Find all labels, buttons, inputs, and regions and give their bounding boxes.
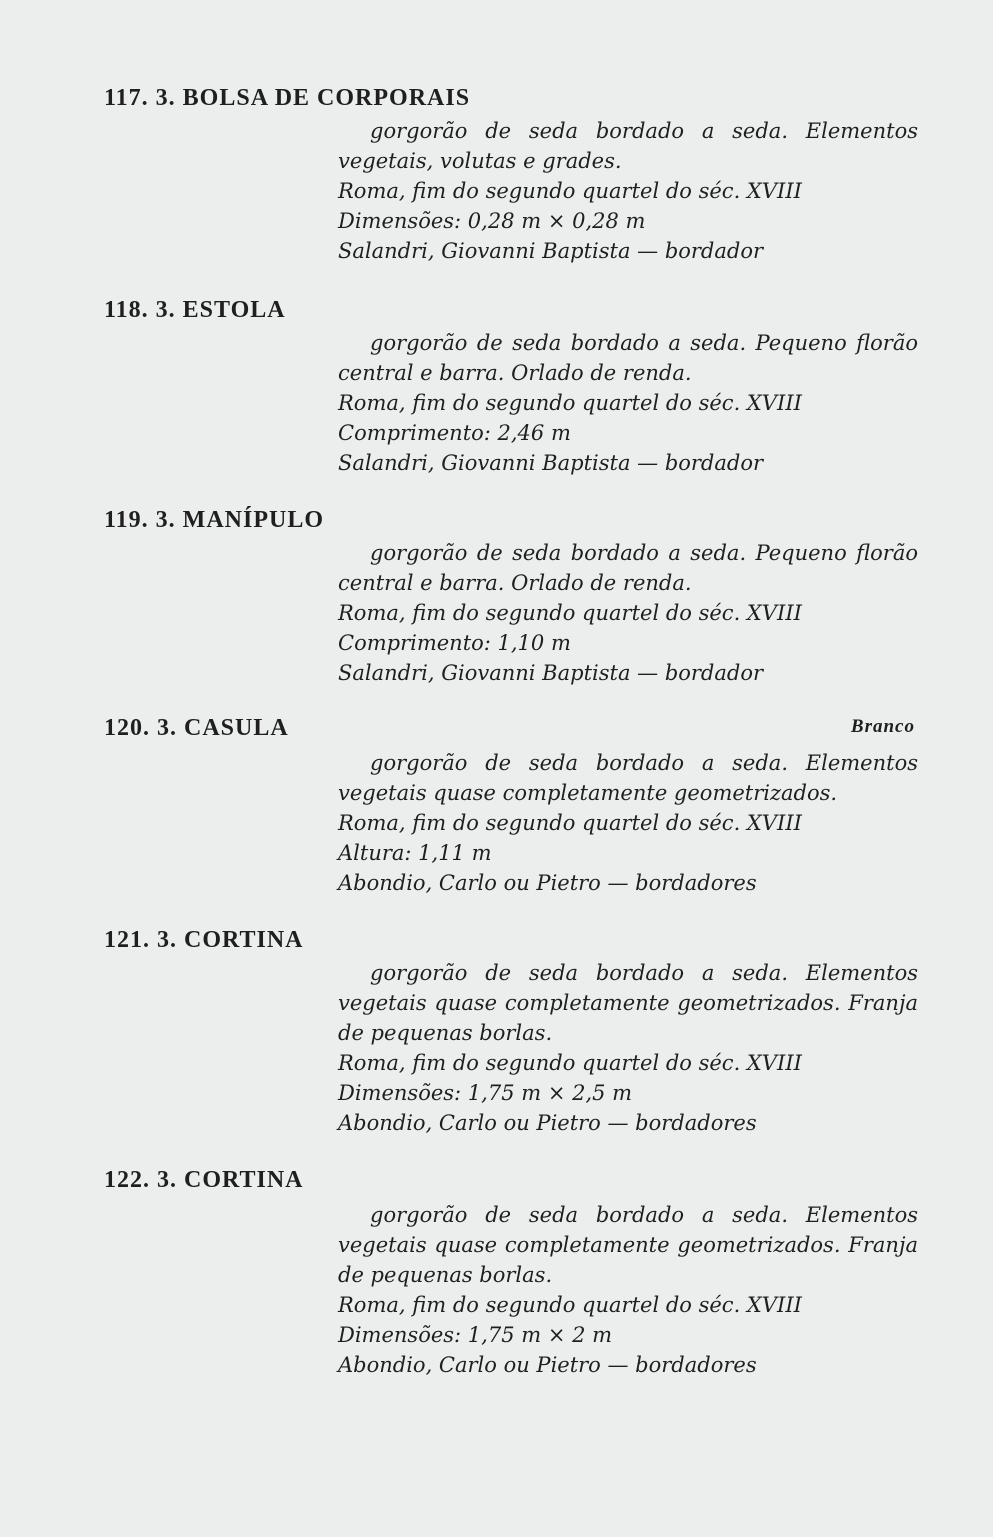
entry-maker: Salandri, Giovanni Baptista — bordador bbox=[338, 661, 764, 685]
entry-heading: 121. 3. CORTINA bbox=[104, 927, 304, 953]
entry-maker: Abondio, Carlo ou Pietro — bordadores bbox=[338, 1353, 757, 1377]
entry-details bbox=[338, 1200, 918, 1380]
entry-heading: 120. 3. CASULA bbox=[104, 715, 289, 741]
entry-measure: Altura: 1,11 m bbox=[338, 841, 492, 865]
entry-heading: 119. 3. MANÍPULO bbox=[104, 507, 324, 533]
entry-maker: Abondio, Carlo ou Pietro — bordadores bbox=[338, 871, 757, 895]
entry-heading: 117. 3. BOLSA DE CORPORAIS bbox=[104, 85, 471, 111]
entry-origin: Roma, fim do segundo quartel do séc. XVIII bbox=[338, 179, 802, 203]
entry-maker: Salandri, Giovanni Baptista — bordador bbox=[338, 451, 764, 475]
entry-details bbox=[338, 328, 918, 478]
entry-description: gorgorão de seda bordado a seda. Elementos vegetais quase completamente geometrizados. Franja de pequenas borlas. bbox=[338, 961, 918, 1045]
entry-details bbox=[338, 748, 918, 898]
entry-details bbox=[338, 116, 918, 266]
entry-description: gorgorão de seda bordado a seda. Elementos vegetais, volutas e grades. bbox=[338, 119, 918, 173]
entry-maker: Salandri, Giovanni Baptista — bordador bbox=[338, 239, 764, 263]
entry-measure: Dimensões: 1,75 m × 2 m bbox=[338, 1323, 613, 1347]
entry-measure: Comprimento: 1,10 m bbox=[338, 631, 571, 655]
entry-origin: Roma, fim do segundo quartel do séc. XVIII bbox=[338, 1051, 802, 1075]
entry-description: gorgorão de seda bordado a seda. Elementos vegetais quase completamente geometrizados. Franja de pequenas borlas. bbox=[338, 1203, 918, 1287]
entry-origin: Roma, fim do segundo quartel do séc. XVIII bbox=[338, 391, 802, 415]
entry-description: gorgorão de seda bordado a seda. Pequeno florão central e barra. Orlado de renda. bbox=[338, 541, 918, 595]
entry-details bbox=[338, 538, 918, 688]
entry-maker: Abondio, Carlo ou Pietro — bordadores bbox=[338, 1111, 757, 1135]
entry-origin: Roma, fim do segundo quartel do séc. XVIII bbox=[338, 1293, 802, 1317]
entry-heading: 122. 3. CORTINA bbox=[104, 1167, 304, 1193]
entry-measure: Dimensões: 1,75 m × 2,5 m bbox=[338, 1081, 633, 1105]
entry-details bbox=[338, 958, 918, 1138]
entry-measure: Dimensões: 0,28 m × 0,28 m bbox=[338, 209, 646, 233]
entry-measure: Comprimento: 2,46 m bbox=[338, 421, 571, 445]
entry-origin: Roma, fim do segundo quartel do séc. XVIII bbox=[338, 601, 802, 625]
entry-origin: Roma, fim do segundo quartel do séc. XVIII bbox=[338, 811, 802, 835]
color-tag: Branco bbox=[850, 716, 915, 737]
entry-description: gorgorão de seda bordado a seda. Elementos vegetais quase completamente geometrizados. bbox=[338, 751, 918, 805]
entry-description: gorgorão de seda bordado a seda. Pequeno florão central e barra. Orlado de renda. bbox=[338, 331, 918, 385]
entry-heading: 118. 3. ESTOLA bbox=[104, 297, 286, 323]
